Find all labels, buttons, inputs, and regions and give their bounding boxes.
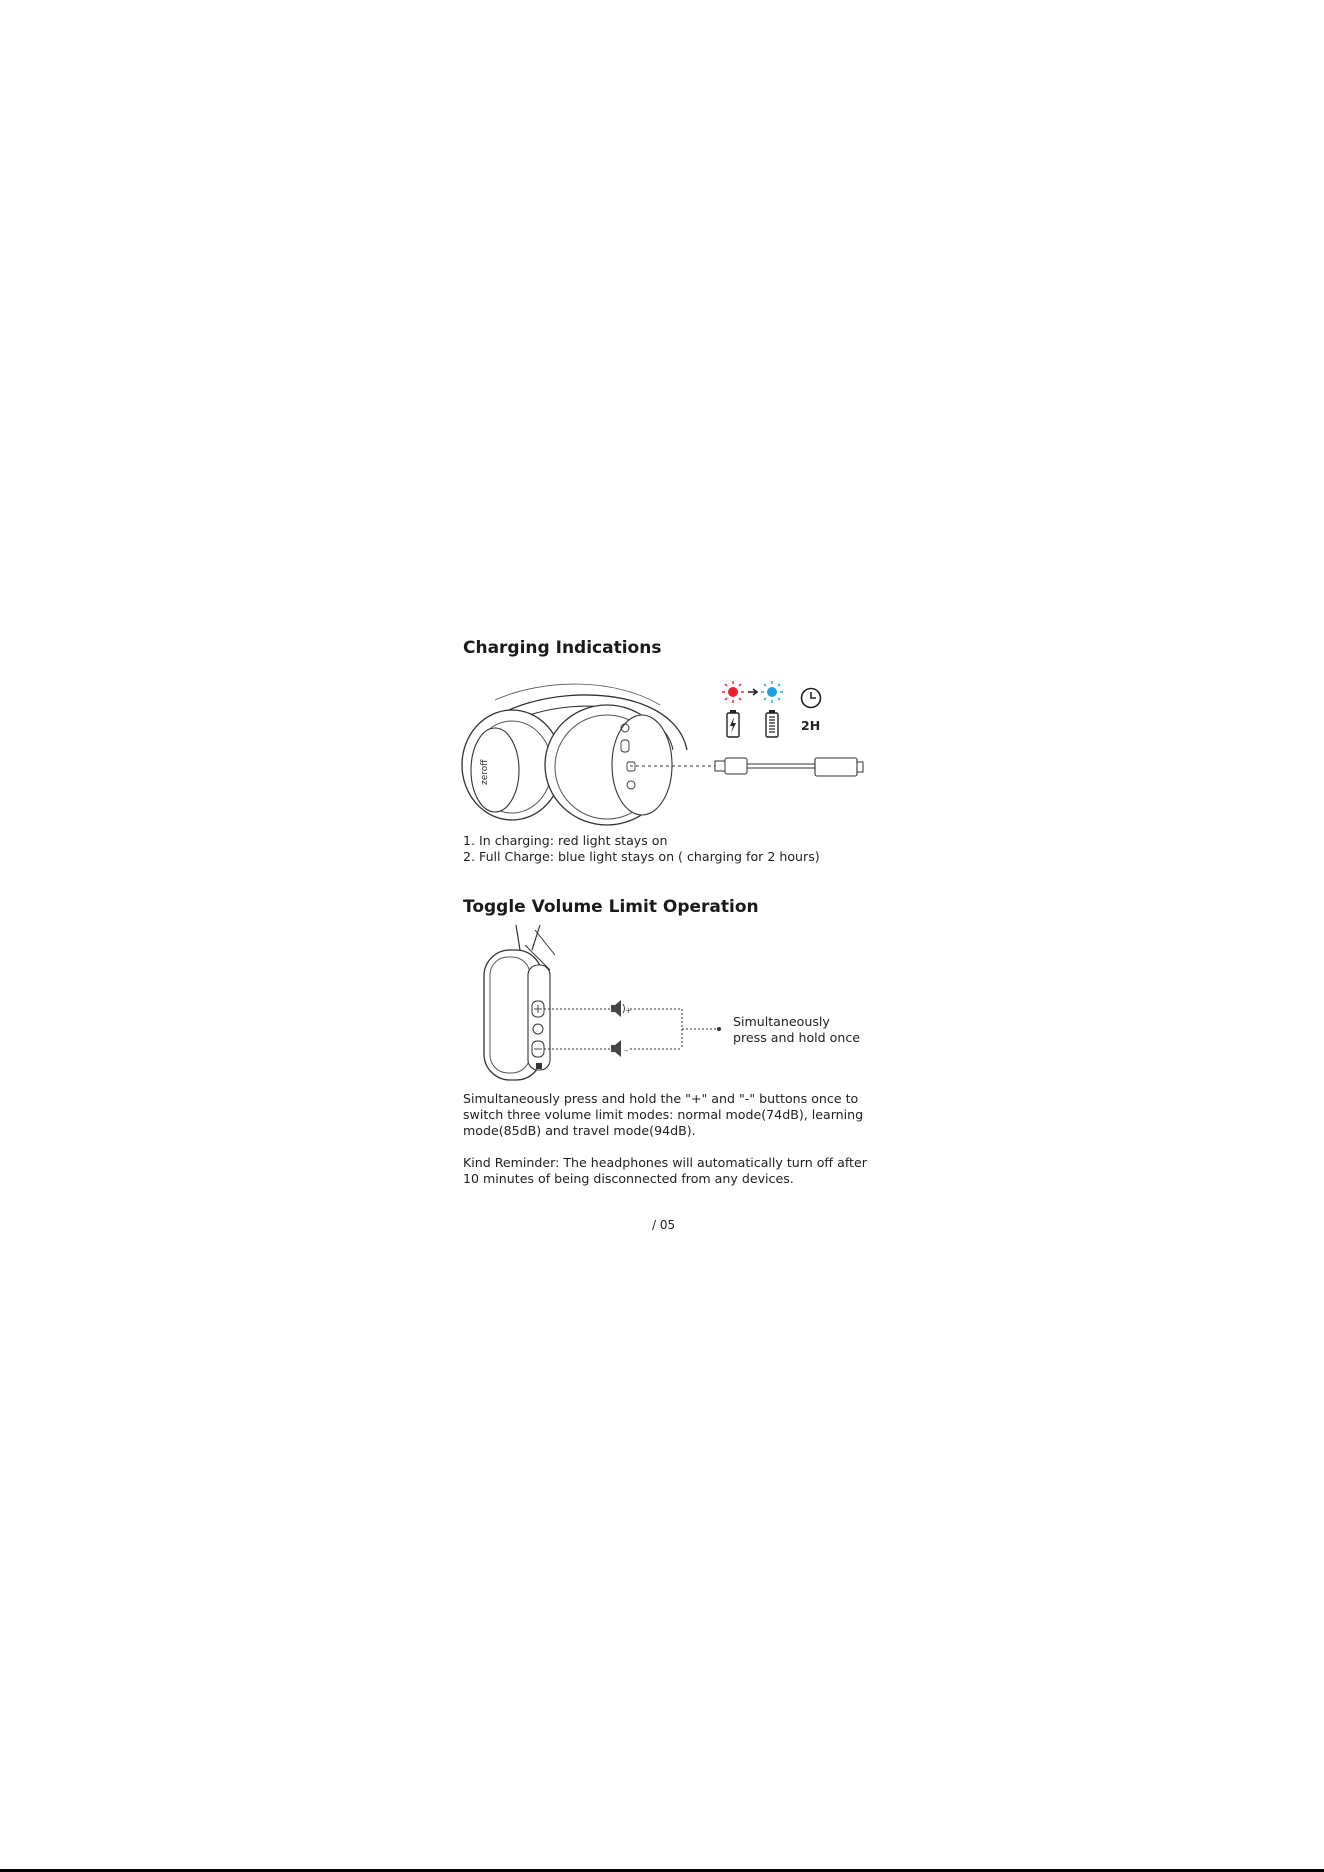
instruction-line-2: switch three volume limit modes: normal mode(74dB), learning bbox=[463, 1107, 864, 1122]
headphone-side-view-illustration bbox=[480, 925, 730, 1085]
charging-line-1: 1. In charging: red light stays on bbox=[463, 833, 668, 848]
callout-line-2: press and hold once bbox=[733, 1030, 861, 1045]
page-number: / 05 bbox=[652, 1218, 676, 1232]
arrow-right-icon bbox=[748, 689, 757, 695]
instruction-line-3: mode(85dB) and travel mode(94dB). bbox=[463, 1123, 696, 1138]
charge-time-label: 2H bbox=[801, 718, 821, 733]
svg-text:–: – bbox=[624, 1046, 629, 1056]
battery-charging-icon bbox=[727, 710, 739, 737]
svg-text:zeroff: zeroff bbox=[480, 759, 490, 785]
reminder-line-2: 10 minutes of being disconnected from any devices. bbox=[463, 1171, 794, 1186]
charging-line-2: 2. Full Charge: blue light stays on ( charging for 2 hours) bbox=[463, 849, 820, 864]
blue-led-icon bbox=[761, 681, 783, 703]
volume-title: Toggle Volume Limit Operation bbox=[463, 897, 759, 917]
battery-full-icon bbox=[766, 710, 778, 737]
callout-line-1: Simultaneously bbox=[733, 1014, 830, 1029]
volume-up-icon bbox=[611, 1000, 632, 1017]
svg-text:+: + bbox=[625, 1006, 632, 1015]
red-led-icon bbox=[722, 681, 744, 703]
reminder-line-1: Kind Reminder: The headphones will automatically turn off after bbox=[463, 1155, 867, 1170]
volume-down-icon bbox=[611, 1040, 629, 1057]
instruction-line-1: Simultaneously press and hold the "+" and "-" buttons once to bbox=[463, 1091, 859, 1106]
clock-icon bbox=[802, 689, 821, 708]
charging-title: Charging Indications bbox=[463, 638, 662, 658]
